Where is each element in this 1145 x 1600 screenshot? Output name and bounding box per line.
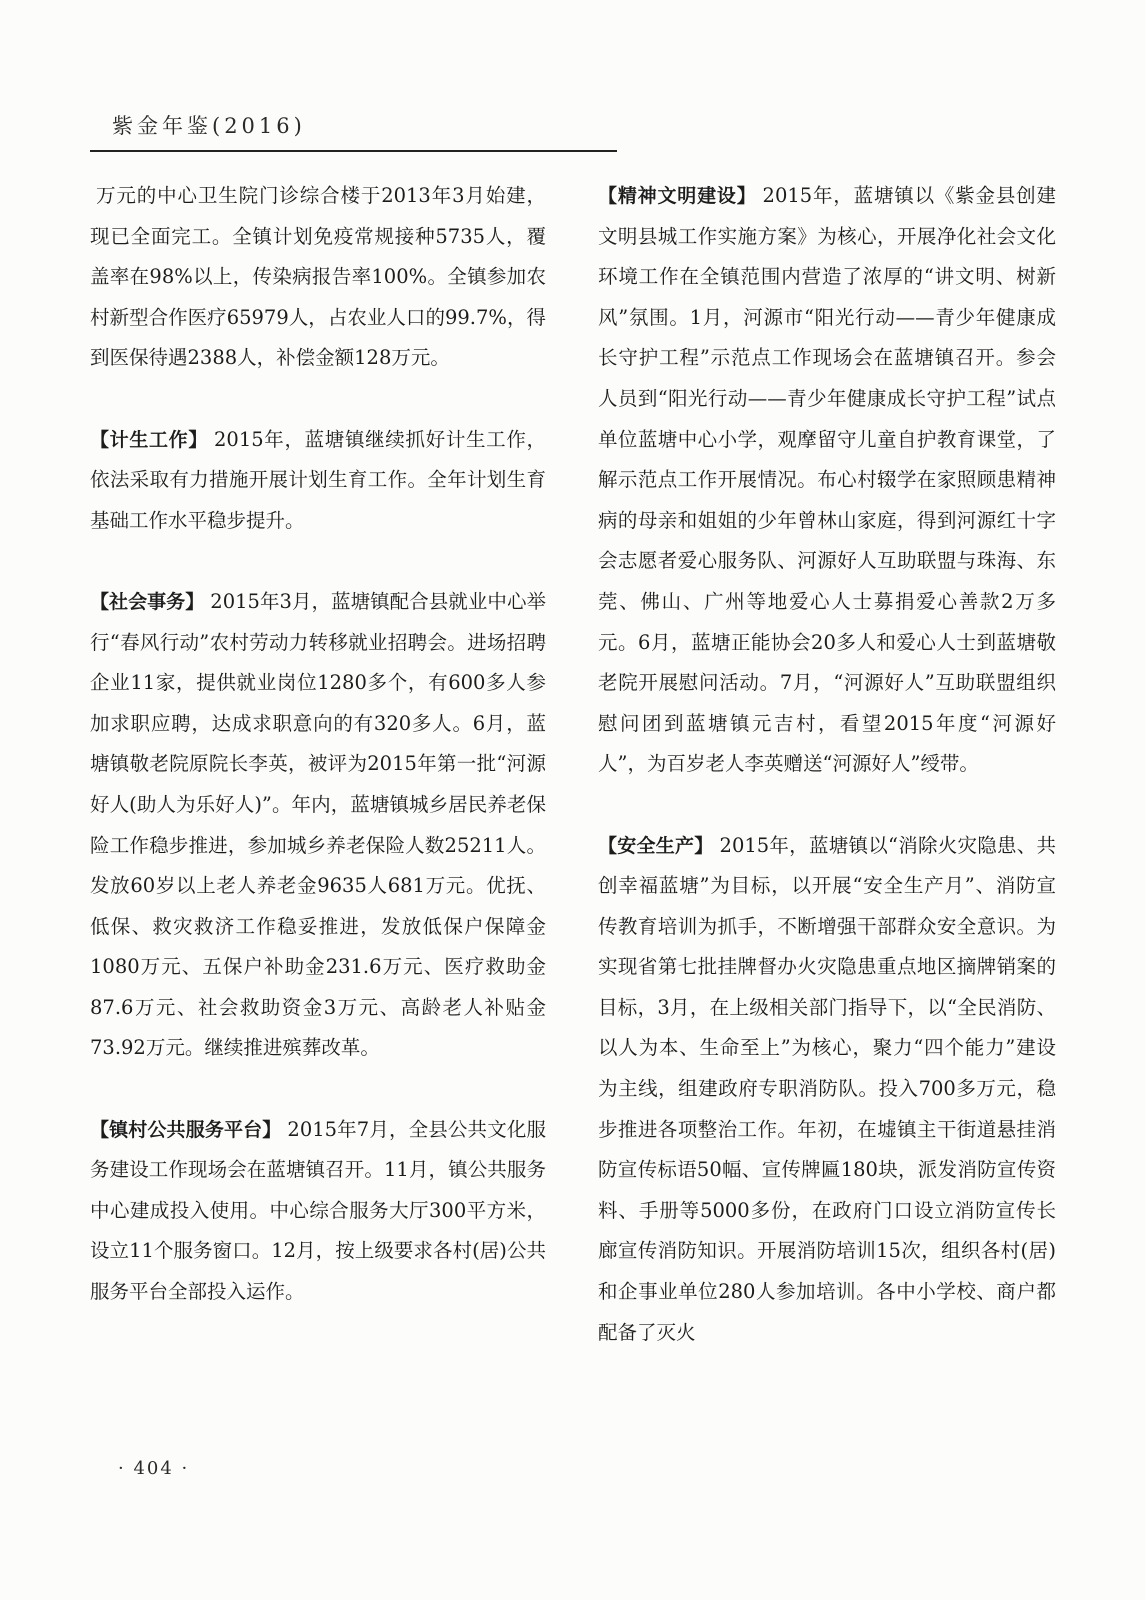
paragraph-heading: 【镇村公共服务平台】 xyxy=(90,1118,282,1141)
paragraph-heading: 【精神文明建设】 xyxy=(598,185,757,207)
paragraph-text: 2015年，蓝塘镇以《紫金县创建文明县城工作实施方案》为核心，开展净化社会文化环境工作在全镇范围内营造了浓厚的“讲文明、树新风”氛围。1月，河源市“阳光行动——青少年健康成长守护工程”示范点工作现场会在蓝塘镇召开。参会人员到“阳光行动——青少年健康成长守护工程”试点单位蓝塘中心小学，观摩留守儿童自护教育课堂，了解示范点工作开展情况。布心村辍学在家照顾患精神病的母亲和姐姐的少年曾林山家庭，得到河源红十字会志愿者爱心服务队、河源好人互助联盟与珠海、东莞、佛山、广州等地爱心人士募捐爱心善款2万多元。6月，蓝塘正能协会20多人和爱心人士到蓝塘敬老院开展慰问活动。7月，“河源好人”互助联盟组织慰问团到蓝塘镇元吉村，看望2015年度“河源好人”，为百岁老人李英赠送“河源好人”绶带。 xyxy=(598,184,1056,776)
paragraph-safety-production xyxy=(598,826,1056,1354)
paragraph-heading: 【计生工作】 xyxy=(90,428,209,451)
paragraph-social-affairs xyxy=(90,582,546,1069)
paragraph-text: 2015年，蓝塘镇以“消除火灾隐患、共创幸福蓝塘”为目标，以开展“安全生产月”、消防宣传教育培训为抓手，不断增强干部群众安全意识。为实现省第七批挂牌督办火灾隐患重点地区摘牌销案的目标，3月，在上级相关部门指导下，以“全民消防、以人为本、生命至上”为核心，聚力“四个能力”建设为主线，组建政府专职消防队。投入700多万元，稳步推进各项整治工作。年初，在墟镇主干街道悬挂消防宣传标语50幅、宣传牌匾180块，派发消防宣传资料、手册等5000多份，在政府门口设立消防宣传长廊宣传消防知识。开展消防培训15次，组织各村(居)和企事业单位280人参加培训。各中小学校、商户都配备了灭火 xyxy=(598,833,1056,1344)
paragraph-family-planning xyxy=(90,420,546,542)
paragraph-text: 万元的中心卫生院门诊综合楼于2013年3月始建，现已全面完工。全镇计划免疫常规接种5735人，覆盖率在98%以上，传染病报告率100%。全镇参加农村新型合作医疗65979人，占农业人口的99.7%，得到医保待遇2388人，补偿金额128万元。 xyxy=(90,184,546,370)
paragraph-public-service xyxy=(90,1110,546,1313)
right-column xyxy=(598,176,1056,1353)
paragraph-text: 2015年，蓝塘镇继续抓好计生工作，依法采取有力措施开展计划生育工作。全年计划生育基础工作水平稳步提升。 xyxy=(90,427,546,532)
header-rule xyxy=(90,150,617,152)
paragraph-continued xyxy=(90,176,546,379)
paragraph-heading: 【安全生产】 xyxy=(598,834,714,857)
paragraph-heading: 【社会事务】 xyxy=(90,590,205,613)
left-column xyxy=(90,176,546,1313)
paragraph-spiritual-civilization xyxy=(598,176,1056,785)
page-number: · 404 · xyxy=(118,1458,190,1479)
paragraph-text: 2015年7月，全县公共文化服务建设工作现场会在蓝塘镇召开。11月，镇公共服务中心建成投入使用。中心综合服务大厅300平方米，设立11个服务窗口。12月，按上级要求各村(居)公共服务平台全部投入运作。 xyxy=(90,1117,546,1304)
paragraph-text: 2015年3月，蓝塘镇配合县就业中心举行“春风行动”农村劳动力转移就业招聘会。进场招聘企业11家，提供就业岗位1280多个，有600多人参加求职应聘，达成求职意向的有320多人。6月，蓝塘镇敬老院原院长李英，被评为2015年第一批“河源好人(助人为乐好人)”。年内，蓝塘镇城乡居民养老保险工作稳步推进，参加城乡养老保险人数25211人。发放60岁以上老人养老金9635人681万元。优抚、低保、救灾救济工作稳妥推进，发放低保户保障金1080万元、五保户补助金231.6万元、医疗救助金87.6万元、社会救助资金3万元、高龄老人补贴金73.92万元。继续推进殡葬改革。 xyxy=(90,589,546,1060)
running-header: 紫金年鉴(2016) xyxy=(112,114,306,138)
